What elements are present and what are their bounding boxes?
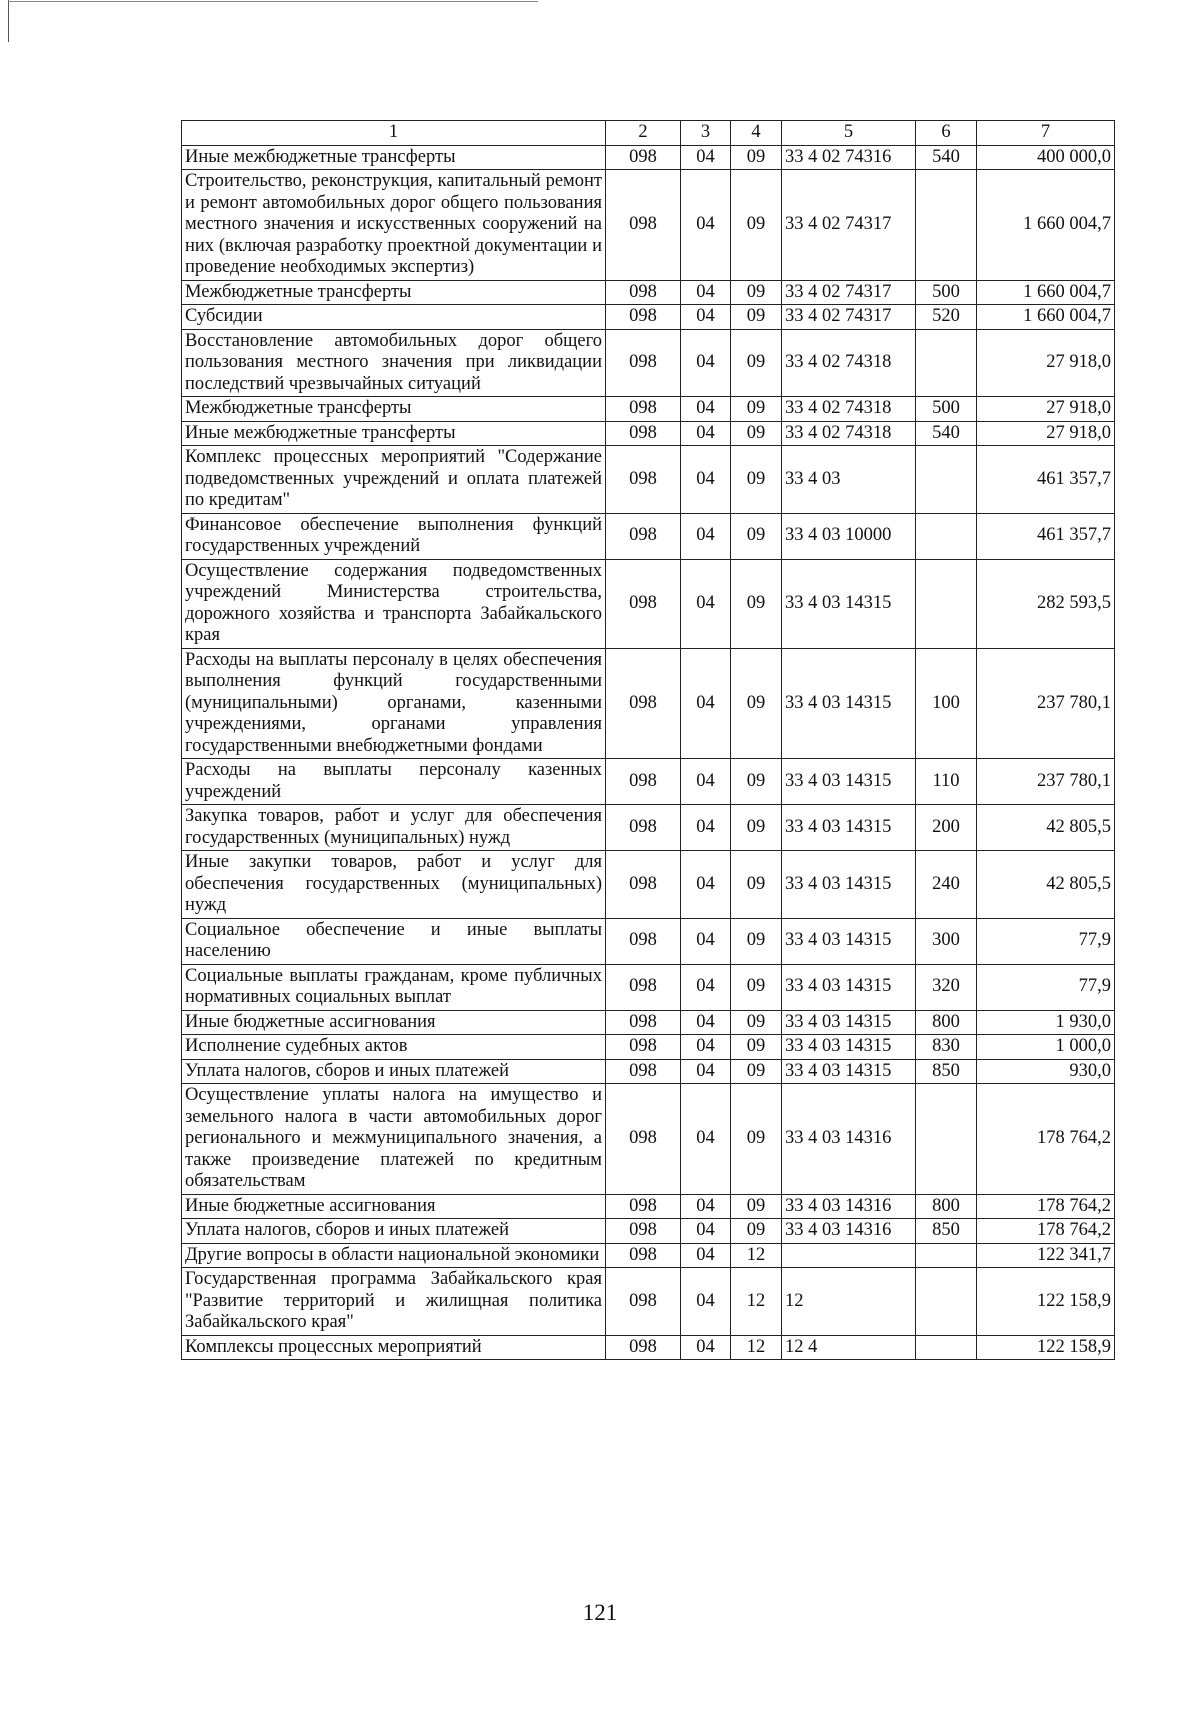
cell-name: Строительство, реконструкция, капитальный ремонт и ремонт автомобильных дорог общего пользования местного значения и искусственных сооружений на них (включая разработку проектной документации и проведение необходимых экспертиз) — [182, 170, 606, 281]
cell-expense-type — [916, 446, 977, 514]
cell-code-2: 098 — [606, 170, 681, 281]
cell-subsection: 09 — [731, 805, 782, 851]
cell-section: 04 — [681, 446, 731, 514]
cell-section: 04 — [681, 280, 731, 305]
cell-code-2: 098 — [606, 1335, 681, 1360]
table-header-row — [182, 121, 1115, 146]
table-row — [182, 421, 1115, 446]
cell-section: 04 — [681, 759, 731, 805]
cell-amount: 237 780,1 — [977, 759, 1115, 805]
header-col-6: 6 — [916, 121, 977, 146]
cell-code-2: 098 — [606, 964, 681, 1010]
cell-name: Социальное обеспечение и иные выплаты населению — [182, 918, 606, 964]
cell-subsection: 09 — [731, 759, 782, 805]
cell-amount: 400 000,0 — [977, 145, 1115, 170]
cell-name: Расходы на выплаты персоналу в целях обеспечения выполнения функций государственными (муниципальными) органами, казенными учреждениями, органами управления государственными внебюджетными фондами — [182, 648, 606, 759]
budget-table — [181, 120, 1115, 1360]
cell-subsection: 09 — [731, 421, 782, 446]
cell-expense-type — [916, 170, 977, 281]
cell-name: Другие вопросы в области национальной экономики — [182, 1243, 606, 1268]
table-row — [182, 918, 1115, 964]
header-col-7: 7 — [977, 121, 1115, 146]
cell-code-2: 098 — [606, 851, 681, 919]
cell-section: 04 — [681, 1084, 731, 1195]
cell-expense-type — [916, 1243, 977, 1268]
cell-target-item: 33 4 03 14315 — [782, 851, 916, 919]
cell-name: Осуществление уплаты налога на имущество и земельного налога в части автомобильных дорог регионального и межмуниципального значения, а также произведение платежей по кредитным обязательствам — [182, 1084, 606, 1195]
cell-expense-type: 850 — [916, 1219, 977, 1244]
cell-code-2: 098 — [606, 805, 681, 851]
cell-target-item: 33 4 03 14315 — [782, 805, 916, 851]
cell-subsection: 09 — [731, 1035, 782, 1060]
cell-amount: 1 660 004,7 — [977, 280, 1115, 305]
cell-code-2: 098 — [606, 1084, 681, 1195]
cell-amount: 1 660 004,7 — [977, 305, 1115, 330]
cell-expense-type: 830 — [916, 1035, 977, 1060]
cell-expense-type: 240 — [916, 851, 977, 919]
cell-amount: 461 357,7 — [977, 446, 1115, 514]
header-col-5: 5 — [782, 121, 916, 146]
cell-name: Иные закупки товаров, работ и услуг для обеспечения государственных (муниципальных) нужд — [182, 851, 606, 919]
table-row — [182, 559, 1115, 648]
cell-subsection: 09 — [731, 446, 782, 514]
cell-target-item: 33 4 03 14315 — [782, 1010, 916, 1035]
cell-expense-type: 540 — [916, 421, 977, 446]
cell-target-item: 33 4 03 14315 — [782, 559, 916, 648]
cell-section: 04 — [681, 145, 731, 170]
cell-name: Восстановление автомобильных дорог общего пользования местного значения при ликвидации последствий чрезвычайных ситуаций — [182, 329, 606, 397]
cell-target-item — [782, 1243, 916, 1268]
cell-name: Исполнение судебных актов — [182, 1035, 606, 1060]
cell-section: 04 — [681, 1243, 731, 1268]
cell-code-2: 098 — [606, 1035, 681, 1060]
scan-top-line — [8, 1, 538, 2]
cell-amount: 1 000,0 — [977, 1035, 1115, 1060]
cell-subsection: 12 — [731, 1243, 782, 1268]
header-col-4: 4 — [731, 121, 782, 146]
header-col-1: 1 — [182, 121, 606, 146]
cell-expense-type: 540 — [916, 145, 977, 170]
cell-expense-type — [916, 559, 977, 648]
cell-target-item: 33 4 03 14316 — [782, 1194, 916, 1219]
cell-section: 04 — [681, 851, 731, 919]
table-row — [182, 397, 1115, 422]
cell-expense-type — [916, 1084, 977, 1195]
cell-subsection: 09 — [731, 1084, 782, 1195]
cell-target-item: 33 4 02 74316 — [782, 145, 916, 170]
cell-section: 04 — [681, 1010, 731, 1035]
cell-expense-type: 520 — [916, 305, 977, 330]
cell-expense-type: 100 — [916, 648, 977, 759]
cell-code-2: 098 — [606, 305, 681, 330]
cell-target-item: 33 4 03 14315 — [782, 964, 916, 1010]
cell-section: 04 — [681, 513, 731, 559]
table-row — [182, 305, 1115, 330]
cell-expense-type — [916, 1335, 977, 1360]
cell-target-item: 12 4 — [782, 1335, 916, 1360]
cell-name: Иные бюджетные ассигнования — [182, 1010, 606, 1035]
cell-name: Иные межбюджетные трансферты — [182, 421, 606, 446]
cell-target-item: 33 4 02 74317 — [782, 305, 916, 330]
cell-subsection: 09 — [731, 397, 782, 422]
cell-code-2: 098 — [606, 421, 681, 446]
cell-code-2: 098 — [606, 648, 681, 759]
table-row — [182, 851, 1115, 919]
cell-name: Закупка товаров, работ и услуг для обеспечения государственных (муниципальных) нужд — [182, 805, 606, 851]
cell-expense-type — [916, 513, 977, 559]
page-number: 121 — [582, 1600, 618, 1625]
table-row — [182, 1243, 1115, 1268]
cell-target-item: 12 — [782, 1268, 916, 1336]
cell-expense-type: 500 — [916, 397, 977, 422]
cell-amount: 461 357,7 — [977, 513, 1115, 559]
cell-subsection: 09 — [731, 1010, 782, 1035]
cell-section: 04 — [681, 648, 731, 759]
cell-section: 04 — [681, 805, 731, 851]
cell-name: Осуществление содержания подведомственных учреждений Министерства строительства, дорожного хозяйства и транспорта Забайкальского края — [182, 559, 606, 648]
cell-subsection: 09 — [731, 280, 782, 305]
table-row — [182, 1010, 1115, 1035]
cell-amount: 282 593,5 — [977, 559, 1115, 648]
cell-subsection: 12 — [731, 1268, 782, 1336]
table-row — [182, 964, 1115, 1010]
cell-subsection: 09 — [731, 1219, 782, 1244]
cell-amount: 42 805,5 — [977, 851, 1115, 919]
cell-expense-type: 800 — [916, 1010, 977, 1035]
cell-target-item: 33 4 03 14315 — [782, 759, 916, 805]
cell-subsection: 09 — [731, 964, 782, 1010]
cell-subsection: 09 — [731, 559, 782, 648]
cell-amount: 42 805,5 — [977, 805, 1115, 851]
table-row — [182, 446, 1115, 514]
cell-amount: 77,9 — [977, 964, 1115, 1010]
cell-name: Комплекс процессных мероприятий "Содержание подведомственных учреждений и оплата платежей по кредитам" — [182, 446, 606, 514]
cell-expense-type: 500 — [916, 280, 977, 305]
cell-section: 04 — [681, 397, 731, 422]
cell-expense-type: 300 — [916, 918, 977, 964]
cell-code-2: 098 — [606, 1219, 681, 1244]
cell-section: 04 — [681, 305, 731, 330]
table-row — [182, 759, 1115, 805]
cell-amount: 930,0 — [977, 1059, 1115, 1084]
cell-expense-type — [916, 1268, 977, 1336]
cell-amount: 122 158,9 — [977, 1335, 1115, 1360]
cell-section: 04 — [681, 559, 731, 648]
cell-subsection: 09 — [731, 918, 782, 964]
cell-section: 04 — [681, 1059, 731, 1084]
cell-subsection: 09 — [731, 145, 782, 170]
cell-name: Расходы на выплаты персоналу казенных учреждений — [182, 759, 606, 805]
cell-target-item: 33 4 02 74318 — [782, 421, 916, 446]
cell-code-2: 098 — [606, 559, 681, 648]
cell-name: Субсидии — [182, 305, 606, 330]
table-row — [182, 329, 1115, 397]
cell-target-item: 33 4 02 74318 — [782, 397, 916, 422]
header-col-2: 2 — [606, 121, 681, 146]
cell-target-item: 33 4 03 — [782, 446, 916, 514]
cell-name: Иные межбюджетные трансферты — [182, 145, 606, 170]
cell-subsection: 09 — [731, 1059, 782, 1084]
table-row — [182, 170, 1115, 281]
cell-name: Комплексы процессных мероприятий — [182, 1335, 606, 1360]
cell-code-2: 098 — [606, 1243, 681, 1268]
cell-name: Социальные выплаты гражданам, кроме публичных нормативных социальных выплат — [182, 964, 606, 1010]
cell-amount: 178 764,2 — [977, 1084, 1115, 1195]
cell-target-item: 33 4 03 14316 — [782, 1219, 916, 1244]
cell-section: 04 — [681, 1335, 731, 1360]
cell-section: 04 — [681, 1194, 731, 1219]
cell-section: 04 — [681, 964, 731, 1010]
cell-name: Иные бюджетные ассигнования — [182, 1194, 606, 1219]
cell-amount: 122 341,7 — [977, 1243, 1115, 1268]
cell-expense-type: 110 — [916, 759, 977, 805]
cell-target-item: 33 4 03 14316 — [782, 1084, 916, 1195]
cell-target-item: 33 4 02 74317 — [782, 280, 916, 305]
cell-amount: 27 918,0 — [977, 329, 1115, 397]
cell-code-2: 098 — [606, 1268, 681, 1336]
cell-subsection: 09 — [731, 1194, 782, 1219]
cell-amount: 178 764,2 — [977, 1219, 1115, 1244]
cell-subsection: 12 — [731, 1335, 782, 1360]
cell-code-2: 098 — [606, 1194, 681, 1219]
cell-code-2: 098 — [606, 329, 681, 397]
cell-target-item: 33 4 02 74318 — [782, 329, 916, 397]
scan-margin-line — [8, 0, 9, 42]
cell-name: Уплата налогов, сборов и иных платежей — [182, 1219, 606, 1244]
cell-expense-type: 850 — [916, 1059, 977, 1084]
cell-name: Финансовое обеспечение выполнения функций государственных учреждений — [182, 513, 606, 559]
table-row — [182, 1268, 1115, 1336]
cell-amount: 178 764,2 — [977, 1194, 1115, 1219]
table-row — [182, 1335, 1115, 1360]
table-row — [182, 1219, 1115, 1244]
cell-subsection: 09 — [731, 513, 782, 559]
cell-target-item: 33 4 03 14315 — [782, 1059, 916, 1084]
cell-target-item: 33 4 03 10000 — [782, 513, 916, 559]
cell-expense-type: 320 — [916, 964, 977, 1010]
cell-code-2: 098 — [606, 397, 681, 422]
cell-subsection: 09 — [731, 170, 782, 281]
table-row — [182, 1059, 1115, 1084]
cell-target-item: 33 4 02 74317 — [782, 170, 916, 281]
table-row — [182, 1194, 1115, 1219]
table-row — [182, 805, 1115, 851]
cell-code-2: 098 — [606, 918, 681, 964]
table-row — [182, 648, 1115, 759]
cell-amount: 27 918,0 — [977, 421, 1115, 446]
cell-subsection: 09 — [731, 851, 782, 919]
cell-code-2: 098 — [606, 446, 681, 514]
cell-code-2: 098 — [606, 1059, 681, 1084]
cell-target-item: 33 4 03 14315 — [782, 918, 916, 964]
cell-expense-type: 800 — [916, 1194, 977, 1219]
cell-section: 04 — [681, 170, 731, 281]
cell-amount: 27 918,0 — [977, 397, 1115, 422]
cell-expense-type: 200 — [916, 805, 977, 851]
table-row — [182, 1035, 1115, 1060]
cell-code-2: 098 — [606, 280, 681, 305]
cell-code-2: 098 — [606, 145, 681, 170]
cell-amount: 237 780,1 — [977, 648, 1115, 759]
cell-name: Государственная программа Забайкальского края "Развитие территорий и жилищная политика Забайкальского края" — [182, 1268, 606, 1336]
cell-section: 04 — [681, 329, 731, 397]
cell-code-2: 098 — [606, 759, 681, 805]
cell-section: 04 — [681, 1268, 731, 1336]
table-row — [182, 1084, 1115, 1195]
cell-name: Межбюджетные трансферты — [182, 397, 606, 422]
cell-subsection: 09 — [731, 329, 782, 397]
cell-section: 04 — [681, 1035, 731, 1060]
cell-section: 04 — [681, 421, 731, 446]
table-row — [182, 145, 1115, 170]
cell-name: Межбюджетные трансферты — [182, 280, 606, 305]
cell-amount: 1 930,0 — [977, 1010, 1115, 1035]
cell-amount: 122 158,9 — [977, 1268, 1115, 1336]
cell-name: Уплата налогов, сборов и иных платежей — [182, 1059, 606, 1084]
header-col-3: 3 — [681, 121, 731, 146]
cell-code-2: 098 — [606, 1010, 681, 1035]
cell-subsection: 09 — [731, 305, 782, 330]
cell-section: 04 — [681, 918, 731, 964]
cell-target-item: 33 4 03 14315 — [782, 1035, 916, 1060]
cell-target-item: 33 4 03 14315 — [782, 648, 916, 759]
cell-code-2: 098 — [606, 513, 681, 559]
cell-amount: 77,9 — [977, 918, 1115, 964]
cell-subsection: 09 — [731, 648, 782, 759]
cell-section: 04 — [681, 1219, 731, 1244]
table-row — [182, 513, 1115, 559]
table-row — [182, 280, 1115, 305]
cell-amount: 1 660 004,7 — [977, 170, 1115, 281]
cell-expense-type — [916, 329, 977, 397]
